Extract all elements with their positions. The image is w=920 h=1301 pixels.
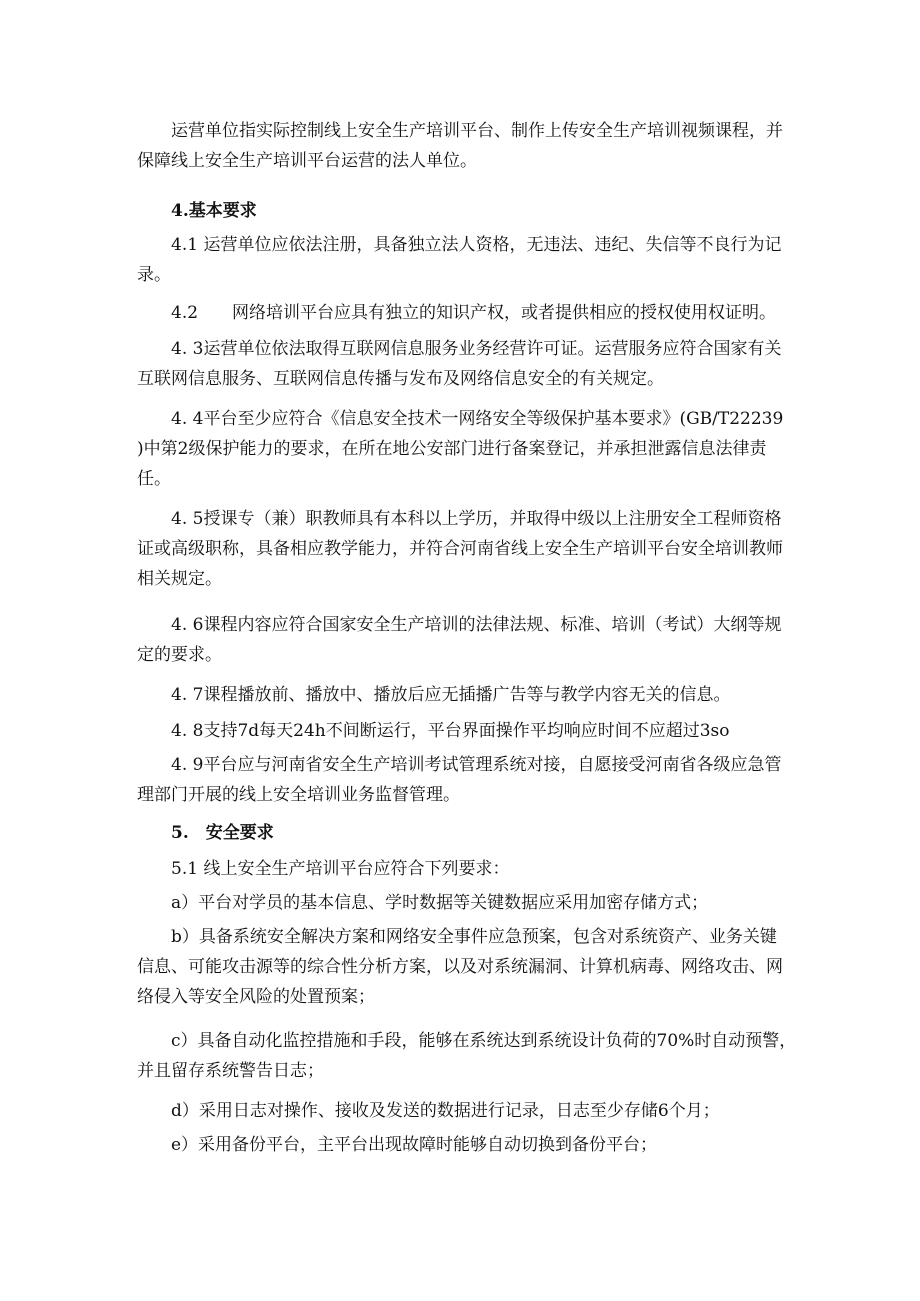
- text-line: 保障线上安全生产培训平台运营的法人单位。: [137, 151, 477, 171]
- clause-4-7: [137, 680, 797, 710]
- text-line: e）采用备份平台，主平台出现故障时能够自动切换到备份平台；: [137, 1135, 658, 1155]
- section-heading-4: [137, 196, 797, 226]
- item-b: [137, 922, 797, 1012]
- text-line: 定的要求。: [137, 645, 222, 665]
- text-line: 4. 6课程内容应符合国家安全生产培训的法律法规、标准、培训（考试）大纲等规: [137, 615, 782, 635]
- clause-4-6: [137, 610, 797, 670]
- text-line: 并且留存系统警告日志；: [137, 1061, 324, 1081]
- text-line: 证或高级职称，具备相应教学能力，并符合河南省线上安全生产培训平台安全培训教师: [137, 539, 783, 559]
- text-line: 4. 8支持7d每天24h不间断运行，平台界面操作平均响应时间不应超过3so: [137, 721, 730, 741]
- paragraph-operator-definition: [137, 116, 797, 176]
- text-line: 4.1 运营单位应依法注册，具备独立法人资格，无违法、违纪、失信等不良行为记: [137, 235, 782, 255]
- clause-4-8: [137, 716, 797, 746]
- text-line: 任。: [137, 469, 171, 489]
- text-line: 4. 3运营单位依法取得互联网信息服务业务经营许可证。运营服务应符合国家有关: [137, 339, 782, 359]
- section-heading-5: [137, 818, 797, 848]
- clause-4-5: [137, 504, 797, 594]
- clause-4-9: [137, 750, 797, 810]
- clause-4-1: [137, 230, 797, 290]
- clause-4-4: [137, 404, 797, 494]
- clause-5-1: [137, 854, 797, 884]
- text-line: c）具备自动化监控措施和手段，能够在系统达到系统设计负荷的70%时自动预警，: [137, 1031, 797, 1051]
- text-line: 理部门开展的线上安全培训业务监督管理。: [137, 785, 460, 805]
- text-line: 5. 安全要求: [137, 823, 274, 843]
- text-line: 互联网信息服务、互联网信息传播与发布及网络信息安全的有关规定。: [137, 369, 664, 389]
- text-line: )中第2级保护能力的要求，在所在地公安部门进行备案登记，并承担泄露信息法律责: [137, 439, 767, 459]
- text-line: 4. 9平台应与河南省安全生产培训考试管理系统对接，自愿接受河南省各级应急管: [137, 755, 782, 775]
- text-line: 运营单位指实际控制线上安全生产培训平台、制作上传安全生产培训视频课程，并: [137, 121, 783, 141]
- text-line: 4. 4平台至少应符合《信息安全技术一网络安全等级保护基本要求》(GB/T22239: [137, 409, 784, 429]
- text-line: 录。: [137, 265, 171, 285]
- text-line: b）具备系统安全解决方案和网络安全事件应急预案，包含对系统资产、业务关键: [137, 927, 777, 947]
- clause-4-3: [137, 334, 797, 394]
- item-c: [137, 1026, 797, 1086]
- text-line: 信息、可能攻击源等的综合性分析方案，以及对系统漏洞、计算机病毒、网络攻击、网: [137, 957, 783, 977]
- text-line: d）采用日志对操作、接收及发送的数据进行记录，日志至少存储6个月；: [137, 1101, 720, 1121]
- text-line: 相关规定。: [137, 569, 222, 589]
- text-line: 络侵入等安全风险的处置预案；: [137, 987, 375, 1007]
- text-line: 5.1 线上安全生产培训平台应符合下列要求：: [137, 859, 510, 879]
- text-line: 4.2 网络培训平台应具有独立的知识产权，或者提供相应的授权使用权证明。: [137, 303, 777, 323]
- clause-4-2: [137, 298, 797, 328]
- item-e: [137, 1130, 797, 1160]
- text-line: 4. 5授课专（兼）职教师具有本科以上学历，并取得中级以上注册安全工程师资格: [137, 509, 782, 529]
- text-line: 4. 7课程播放前、播放中、播放后应无插播广告等与教学内容无关的信息。: [137, 685, 731, 705]
- item-a: [137, 888, 797, 918]
- text-line: 4.基本要求: [137, 201, 257, 221]
- item-d: [137, 1096, 797, 1126]
- text-line: a）平台对学员的基本信息、学时数据等关键数据应采用加密存储方式；: [137, 893, 709, 913]
